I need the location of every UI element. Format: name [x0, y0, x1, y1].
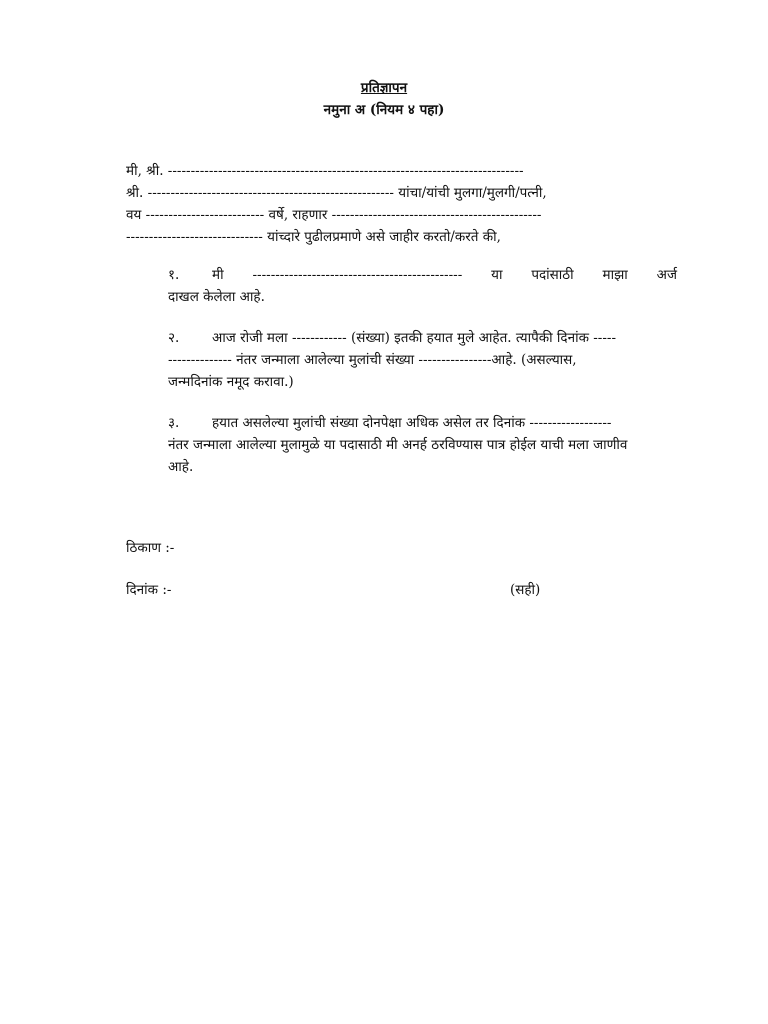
item-3-number: ३.	[168, 415, 180, 431]
item-3-first-line: हयात असलेल्या मुलांची संख्या दोनपेक्षा अधिक असेल तर दिनांक ------------------	[212, 415, 612, 431]
item-2-first-line: आज रोजी मला ------------ (संख्या) इतकी हयात मुले आहेत. त्यापैकी दिनांक -----	[212, 330, 617, 346]
item-1-line-2: दाखल केलेला आहे.	[168, 289, 265, 305]
place-label: ठिकाण :-	[126, 540, 175, 556]
intro-line-1: मी, श्री. ------------------------------------------------------------------------------	[126, 163, 524, 179]
item-1-first-line: मी ---------------------------------------------- या पदांसाठी माझा अर्ज	[212, 267, 677, 283]
item-2-line-2: -------------- नंतर जन्माला आलेल्या मुलांची संख्या ----------------आहे. (असल्यास,	[168, 352, 577, 368]
intro-line-4: ------------------------------ यांच्दारे पुढीलप्रमाणे असे जाहीर करतो/करते की,	[126, 229, 501, 245]
item-1-number: १.	[168, 267, 180, 283]
item-3-line-3: आहे.	[168, 459, 194, 475]
intro-line-2: श्री. ------------------------------------------------------ यांचा/यांची मुलगा/मुलगी/पत्नी,	[126, 185, 547, 201]
document-subtitle: नमुना अ (नियम ४ पहा)	[323, 102, 445, 118]
item-3-line-2: नंतर जन्माला आलेल्या मुलामुळे या पदासाठी मी अनर्ह ठरविण्यास पात्र होईल याची मला जाणीव	[168, 437, 628, 453]
document-title: प्रतिज्ञापन	[360, 80, 408, 96]
item-2-number: २.	[168, 330, 180, 346]
signature-label: (सही)	[510, 582, 541, 598]
intro-line-3: वय -------------------------- वर्षे, राहणार ----------------------------------------------	[126, 207, 542, 223]
item-2-line-3: जन्मदिनांक नमूद करावा.)	[168, 374, 294, 390]
date-label: दिनांक :-	[126, 582, 172, 598]
